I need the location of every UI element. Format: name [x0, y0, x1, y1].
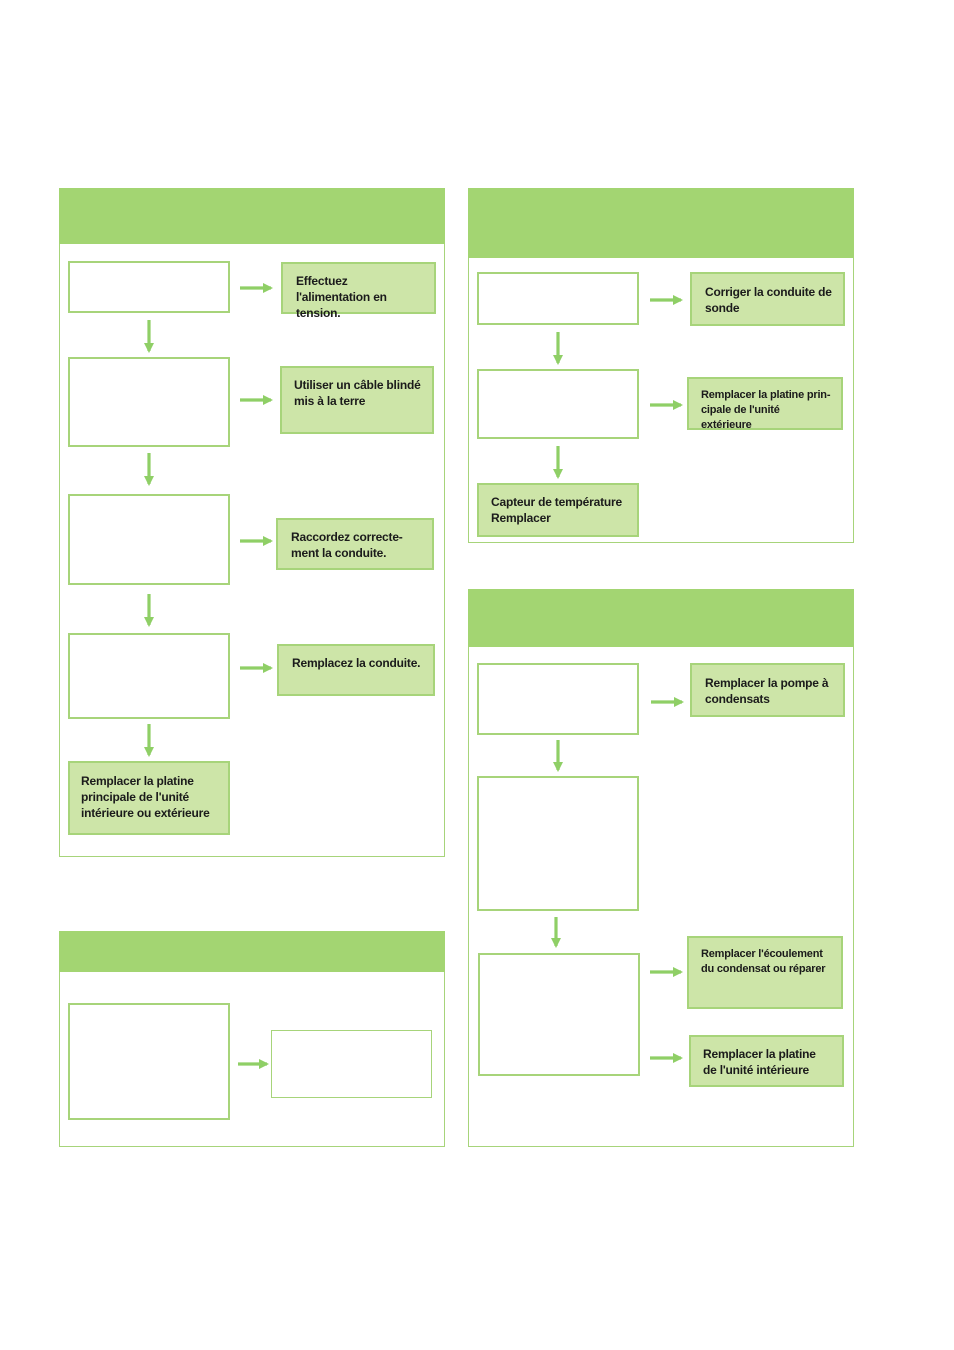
action-shielded-cable: Utiliser un câble blindé mis à la terre	[280, 366, 434, 434]
action-replace-temperature-sensor: Capteur de température Remplacer	[477, 483, 639, 537]
check-step-2	[477, 776, 639, 911]
action-fix-probe-line: Corriger la conduite de sonde	[690, 272, 845, 326]
action-supply-power: Effectuez l'alimentation en tension.	[281, 262, 436, 314]
panel-header	[59, 931, 445, 972]
action-connect-line: Raccordez correcte-ment la conduite.	[276, 518, 434, 570]
check-step-4	[68, 633, 230, 719]
action-replace-indoor-board: Remplacer la platine de l'unité intérieure	[689, 1035, 844, 1087]
action-replace-condensate-drain: Remplacer l'écoulement du condensat ou réparer	[687, 936, 843, 1009]
check-step-1	[68, 1003, 230, 1120]
panel-header	[468, 589, 854, 647]
panel-header	[468, 188, 854, 258]
check-step-2	[477, 369, 639, 439]
action-replace-condensate-pump: Remplacer la pompe à condensats	[690, 663, 845, 717]
action-replace-line: Remplacez la conduite.	[277, 644, 435, 696]
action-replace-main-board: Remplacer la platine principale de l'unité intérieure ou extérieure	[68, 761, 230, 835]
check-step-1	[477, 663, 639, 735]
check-step-1	[68, 261, 230, 313]
panel-header	[59, 188, 445, 244]
action-replace-outdoor-board: Remplacer la platine prin-cipale de l'unité extérieure	[687, 377, 843, 430]
check-step-2	[68, 357, 230, 447]
check-step-3	[478, 953, 640, 1076]
check-step-1	[477, 272, 639, 325]
result-box	[271, 1030, 432, 1098]
check-step-3	[68, 494, 230, 585]
